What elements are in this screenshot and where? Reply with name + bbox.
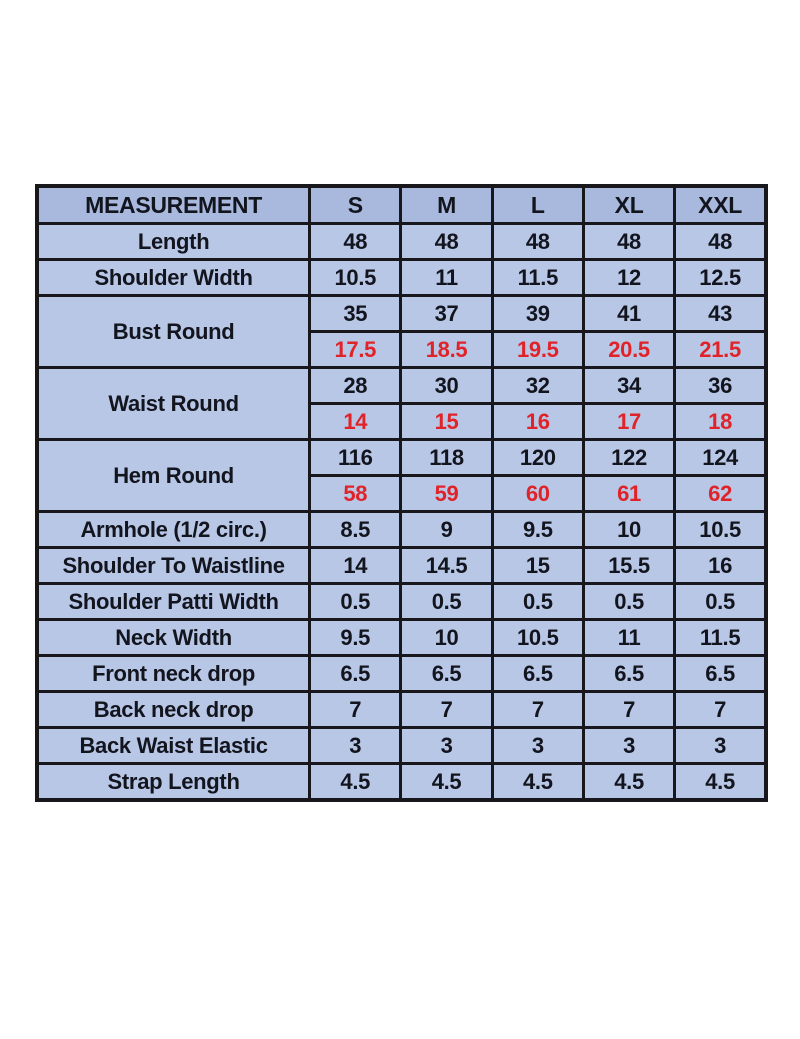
measurement-value-red: 21.5: [675, 332, 766, 368]
measurement-value: 4.5: [583, 764, 674, 801]
measurement-value: 8.5: [310, 512, 401, 548]
measurement-value-red: 15: [401, 404, 492, 440]
measurement-value: 120: [492, 440, 583, 476]
measurement-label: Shoulder Patti Width: [37, 584, 310, 620]
header-size-xl: XL: [583, 186, 674, 224]
measurement-value: 6.5: [492, 656, 583, 692]
measurement-value: 10: [583, 512, 674, 548]
header-size-m: M: [401, 186, 492, 224]
measurement-value: 124: [675, 440, 766, 476]
measurement-value-red: 17.5: [310, 332, 401, 368]
table-row: [37, 368, 766, 404]
measurement-value: 10.5: [492, 620, 583, 656]
measurement-label: Back neck drop: [37, 692, 310, 728]
measurement-value: 7: [675, 692, 766, 728]
measurement-label: Armhole (1/2 circ.): [37, 512, 310, 548]
measurement-value-red: 20.5: [583, 332, 674, 368]
measurement-value: 32: [492, 368, 583, 404]
size-table-body: [37, 224, 766, 801]
measurement-label: Neck Width: [37, 620, 310, 656]
measurement-value: 3: [492, 728, 583, 764]
measurement-value: 12.5: [675, 260, 766, 296]
measurement-value: 16: [675, 548, 766, 584]
measurement-value: 43: [675, 296, 766, 332]
measurement-value: 7: [310, 692, 401, 728]
measurement-value: 3: [583, 728, 674, 764]
measurement-value: 6.5: [675, 656, 766, 692]
measurement-label: Shoulder To Waistline: [37, 548, 310, 584]
measurement-value: 10: [401, 620, 492, 656]
measurement-value: 0.5: [310, 584, 401, 620]
measurement-value: 10.5: [310, 260, 401, 296]
measurement-value: 9: [401, 512, 492, 548]
measurement-value: 0.5: [401, 584, 492, 620]
measurement-value: 48: [675, 224, 766, 260]
measurement-value: 35: [310, 296, 401, 332]
measurement-value: 7: [401, 692, 492, 728]
header-size-s: S: [310, 186, 401, 224]
measurement-value: 4.5: [492, 764, 583, 801]
measurement-value: 11: [583, 620, 674, 656]
measurement-value: 28: [310, 368, 401, 404]
measurement-value: 37: [401, 296, 492, 332]
measurement-value: 36: [675, 368, 766, 404]
table-row: [37, 512, 766, 548]
measurement-value: 41: [583, 296, 674, 332]
measurement-value: 10.5: [675, 512, 766, 548]
measurement-value: 9.5: [492, 512, 583, 548]
measurement-value: 14: [310, 548, 401, 584]
measurement-value: 48: [310, 224, 401, 260]
measurement-value: 34: [583, 368, 674, 404]
measurement-value: 11: [401, 260, 492, 296]
measurement-value-red: 58: [310, 476, 401, 512]
measurement-label: Waist Round: [37, 368, 310, 440]
header-size-xxl: XXL: [675, 186, 766, 224]
header-size-l: L: [492, 186, 583, 224]
measurement-value: 4.5: [401, 764, 492, 801]
measurement-value-red: 61: [583, 476, 674, 512]
measurement-value: 7: [492, 692, 583, 728]
measurement-label: Front neck drop: [37, 656, 310, 692]
table-row: [37, 764, 766, 801]
measurement-value: 39: [492, 296, 583, 332]
measurement-value: 116: [310, 440, 401, 476]
measurement-value: 6.5: [310, 656, 401, 692]
measurement-value: 14.5: [401, 548, 492, 584]
table-row: [37, 692, 766, 728]
measurement-value-red: 17: [583, 404, 674, 440]
header-measurement: MEASUREMENT: [37, 186, 310, 224]
measurement-value: 9.5: [310, 620, 401, 656]
measurement-label: Strap Length: [37, 764, 310, 801]
measurement-value: 0.5: [675, 584, 766, 620]
measurement-value: 48: [401, 224, 492, 260]
measurement-value: 30: [401, 368, 492, 404]
measurement-value-red: 19.5: [492, 332, 583, 368]
measurement-value: 12: [583, 260, 674, 296]
measurement-label: Shoulder Width: [37, 260, 310, 296]
measurement-value-red: 59: [401, 476, 492, 512]
table-row: [37, 548, 766, 584]
table-row: [37, 620, 766, 656]
header-row: [37, 186, 766, 224]
measurement-value: 3: [401, 728, 492, 764]
measurement-value: 6.5: [401, 656, 492, 692]
measurement-value: 0.5: [492, 584, 583, 620]
measurement-value: 4.5: [675, 764, 766, 801]
measurement-value: 15.5: [583, 548, 674, 584]
table-row: [37, 584, 766, 620]
measurement-value-red: 18: [675, 404, 766, 440]
measurement-value: 6.5: [583, 656, 674, 692]
measurement-value-red: 16: [492, 404, 583, 440]
measurement-value: 0.5: [583, 584, 674, 620]
measurement-value: 3: [675, 728, 766, 764]
measurement-value-red: 18.5: [401, 332, 492, 368]
table-row: [37, 656, 766, 692]
measurement-value: 7: [583, 692, 674, 728]
measurement-value: 4.5: [310, 764, 401, 801]
measurement-value-red: 60: [492, 476, 583, 512]
measurement-value: 11.5: [492, 260, 583, 296]
measurement-value-red: 62: [675, 476, 766, 512]
measurement-value: 48: [492, 224, 583, 260]
measurement-label: Bust Round: [37, 296, 310, 368]
measurement-value-red: 14: [310, 404, 401, 440]
table-row: [37, 440, 766, 476]
size-chart-table: [35, 184, 768, 802]
table-row: [37, 260, 766, 296]
measurement-value: 118: [401, 440, 492, 476]
table-row: [37, 728, 766, 764]
measurement-label: Length: [37, 224, 310, 260]
measurement-label: Hem Round: [37, 440, 310, 512]
measurement-value: 48: [583, 224, 674, 260]
measurement-value: 15: [492, 548, 583, 584]
table-row: [37, 224, 766, 260]
measurement-value: 11.5: [675, 620, 766, 656]
measurement-value: 3: [310, 728, 401, 764]
measurement-value: 122: [583, 440, 674, 476]
measurement-label: Back Waist Elastic: [37, 728, 310, 764]
table-row: [37, 296, 766, 332]
